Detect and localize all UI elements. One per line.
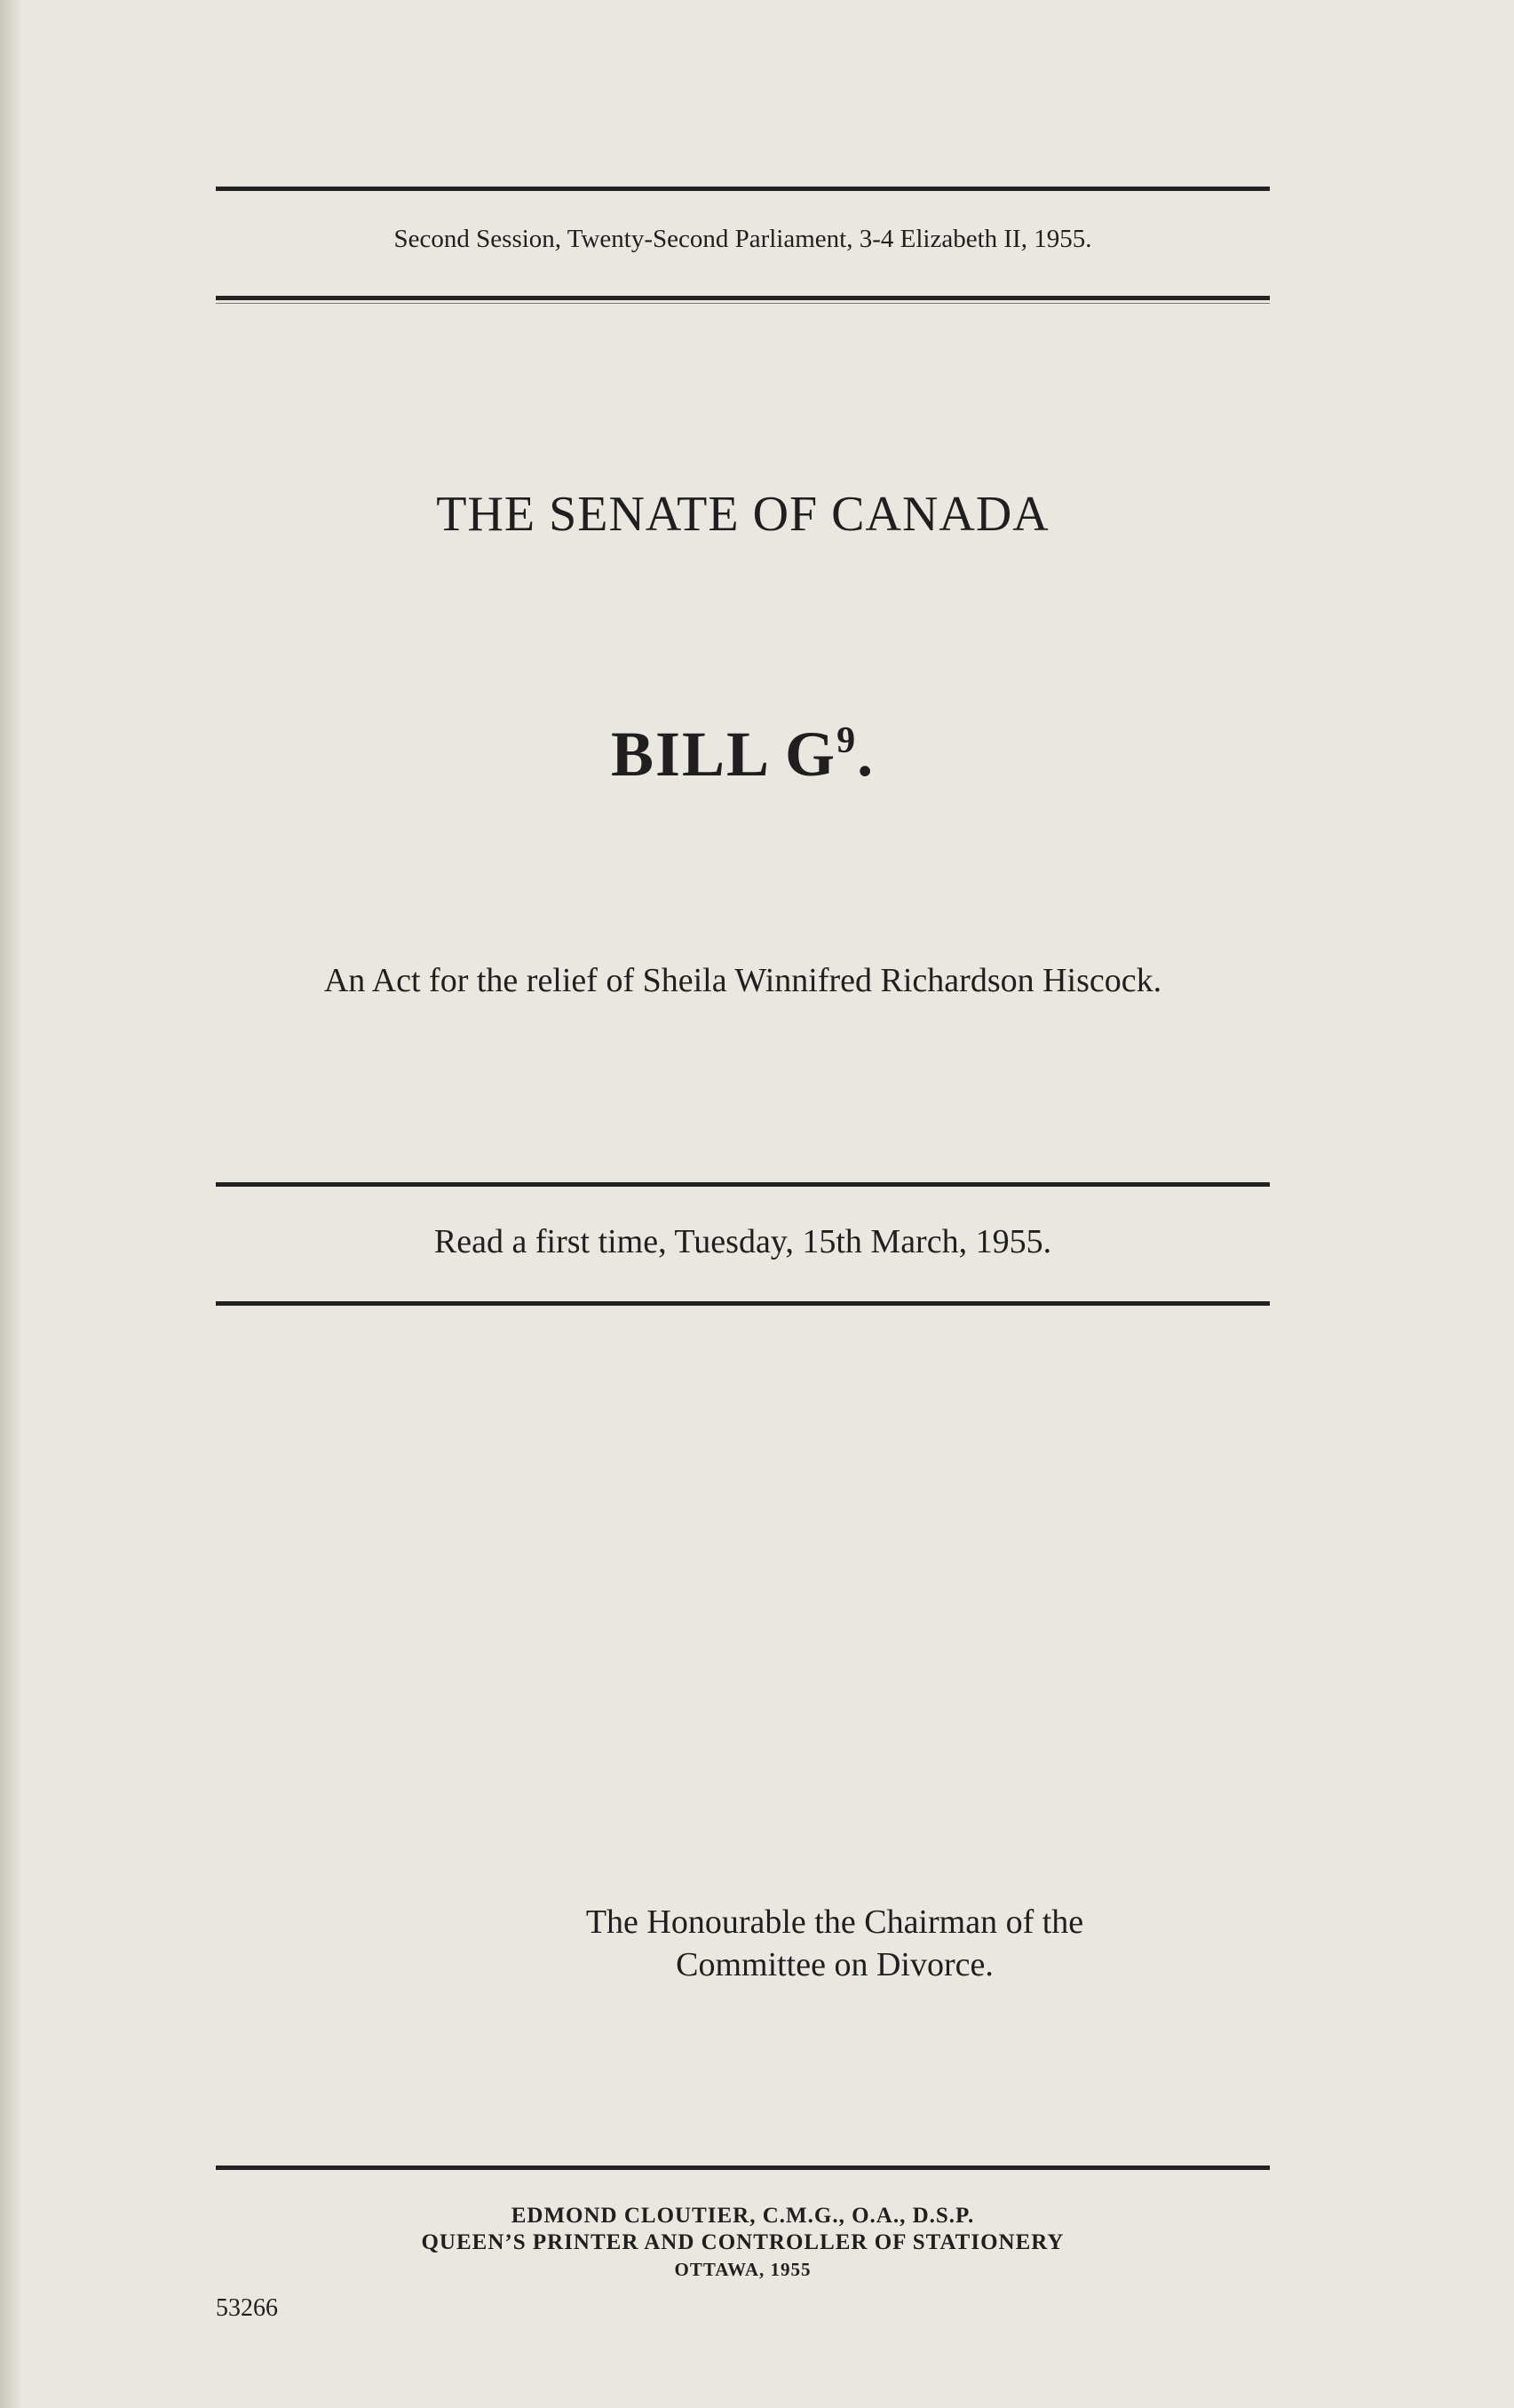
bill-number: [216, 718, 1270, 791]
bill-number-period: .: [857, 719, 876, 790]
top-rule: [216, 187, 1270, 191]
first-reading-line: Read a first time, Tuesday, 15th March, 1955.: [433, 1223, 1052, 1260]
reading-bottom-rule: [216, 1301, 1270, 1306]
session-bottom-rule: [216, 296, 1270, 304]
sponsor-block: [497, 1901, 1172, 1986]
printer-name: EDMOND CLOUTIER, C.M.G., O.A., D.S.P.: [511, 2204, 975, 2228]
printer-title: QUEEN’S PRINTER AND CONTROLLER OF STATIONERY: [421, 2230, 1065, 2254]
printer-block: [216, 2203, 1270, 2283]
page-edge-shadow: [0, 0, 23, 2408]
printer-place-year: OTTAWA, 1955: [674, 2259, 812, 2280]
act-title: An Act for the relief of Sheila Winnifred Richardson Hiscock.: [323, 962, 1162, 999]
reading-top-rule: [216, 1182, 1270, 1187]
document-number: 53266: [216, 2294, 278, 2322]
printer-top-rule: [216, 2166, 1270, 2170]
house-title: THE SENATE OF CANADA: [436, 487, 1050, 542]
sponsor-line-1: The Honourable the Chairman of the: [585, 1903, 1084, 1941]
bill-number-superscript: 9: [836, 720, 858, 761]
session-line: Second Session, Twenty-Second Parliament, 3-4 Elizabeth II, 1955.: [393, 225, 1092, 253]
sponsor-line-2: Committee on Divorce.: [676, 1946, 994, 1983]
bill-number-main: BILL G: [610, 719, 837, 790]
